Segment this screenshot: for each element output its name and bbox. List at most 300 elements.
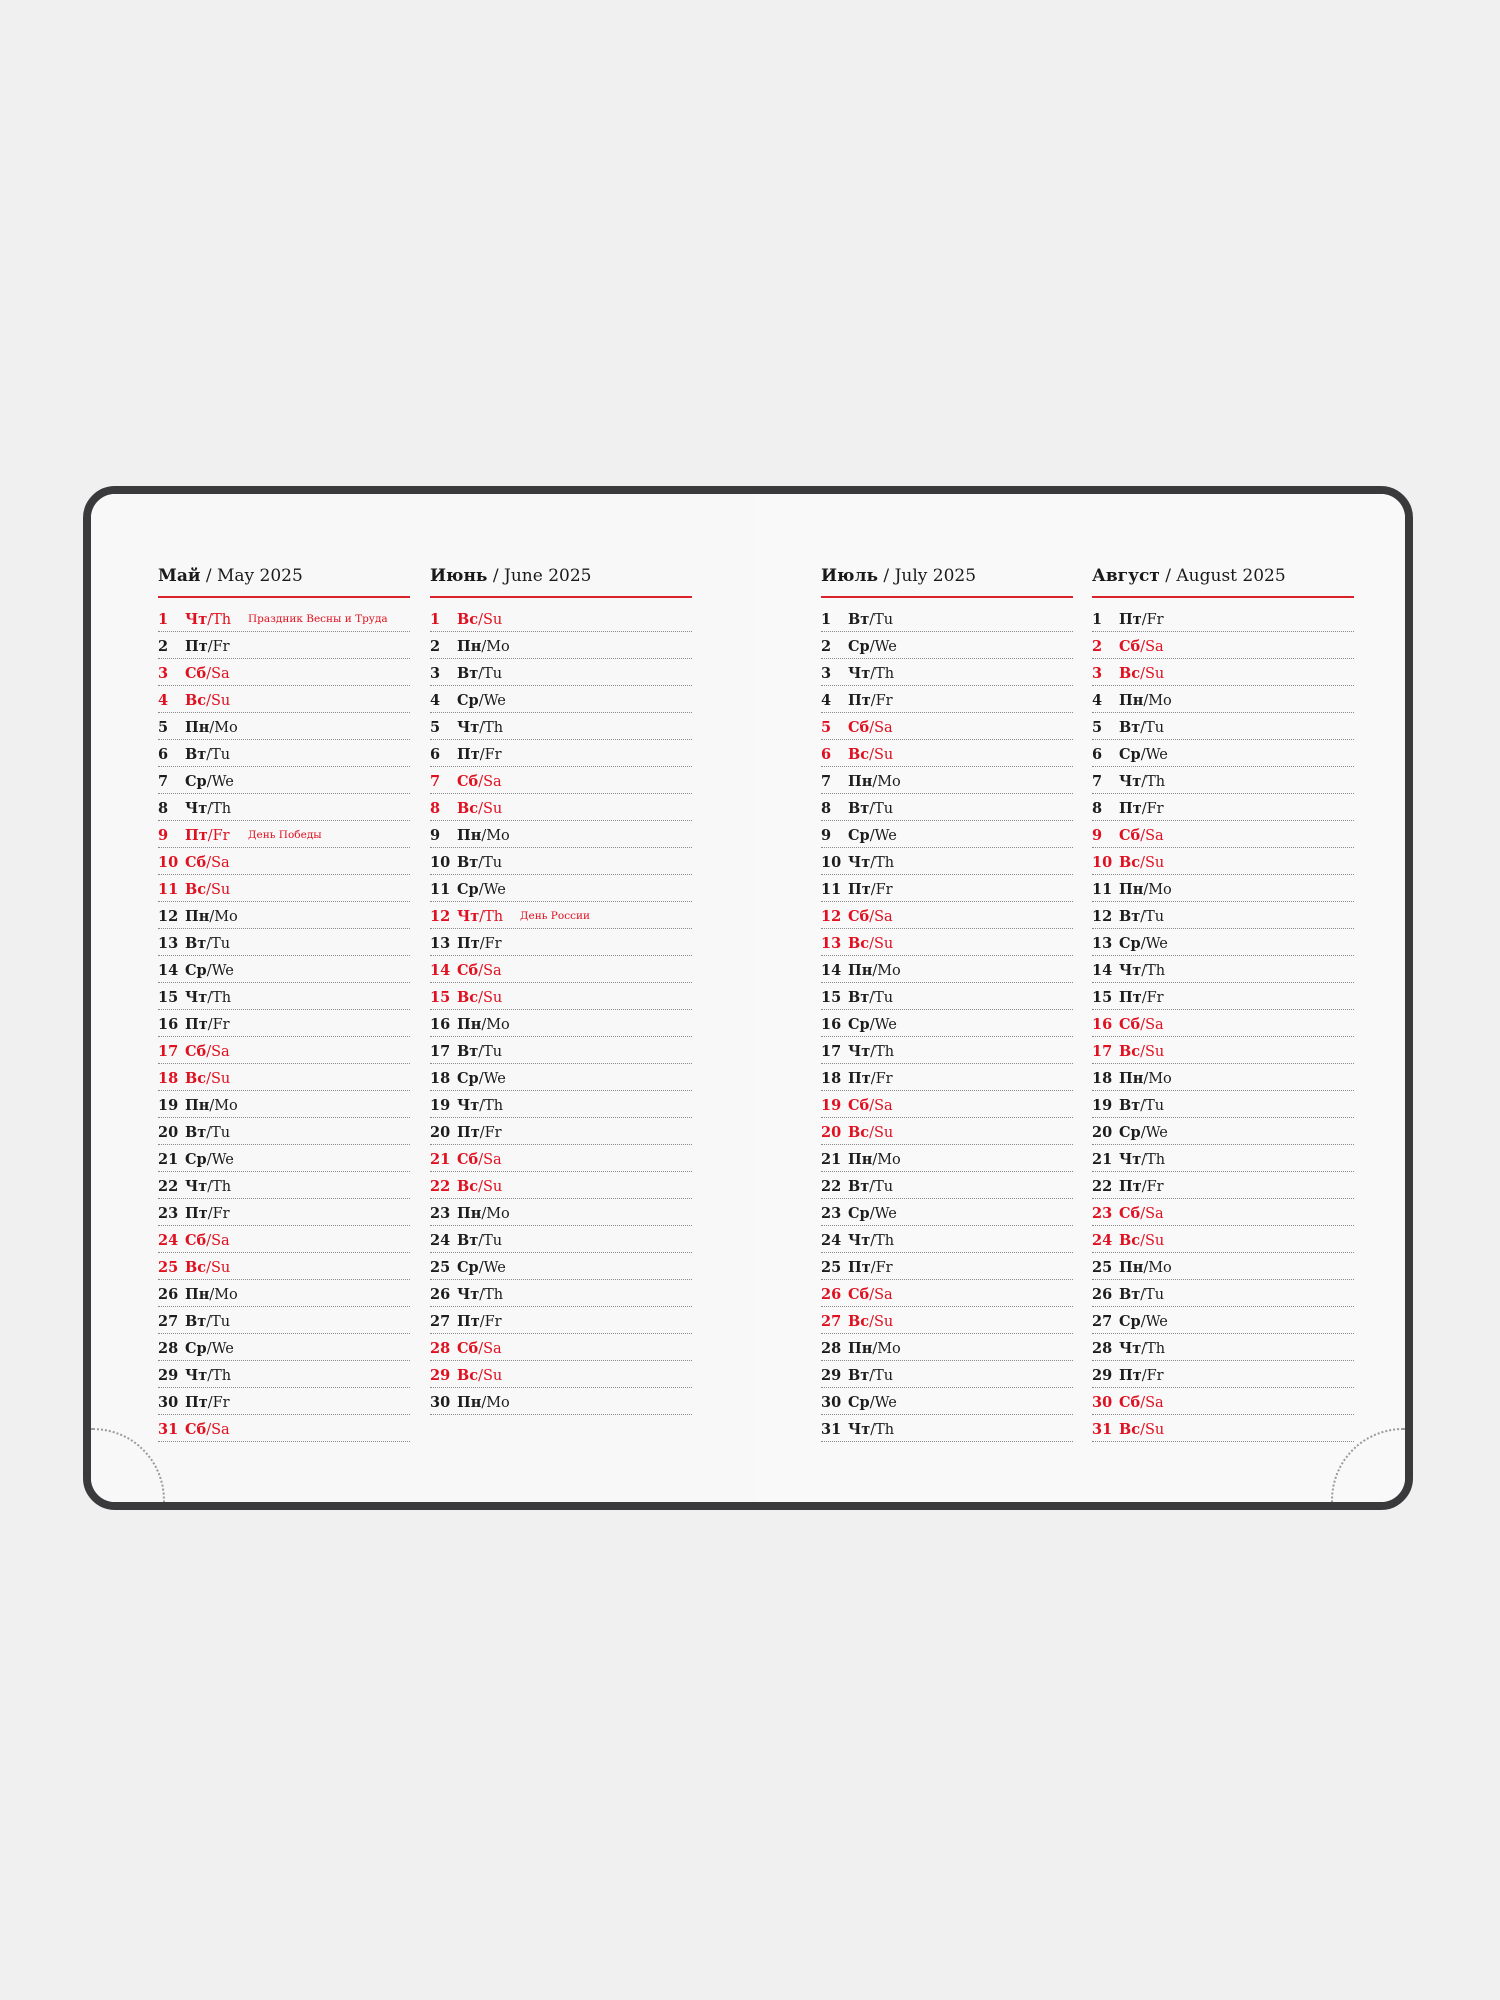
day-row [821, 1415, 1073, 1442]
day-row [1092, 686, 1354, 713]
weekday [848, 1232, 894, 1249]
day-number: 7 [430, 773, 441, 790]
weekday-en: Sa [483, 1341, 502, 1357]
day-row [821, 794, 1073, 821]
weekday-separator: / [479, 747, 485, 763]
weekday [1119, 1259, 1172, 1276]
weekday-en: Mo [486, 1395, 510, 1411]
weekday-separator: / [478, 1179, 483, 1195]
weekday-separator: / [1143, 882, 1149, 898]
weekday-en: Fr [875, 1260, 893, 1276]
weekday-ru: Пн [457, 638, 482, 655]
weekday-separator: / [207, 1206, 213, 1222]
weekday-separator: / [870, 1044, 876, 1060]
weekday-separator: / [1140, 936, 1146, 952]
day-number: 21 [158, 1151, 179, 1168]
weekday-en: Sa [483, 963, 502, 979]
weekday-en: Sa [211, 1422, 230, 1438]
day-number: 6 [158, 746, 169, 763]
weekday-ru: Чт [848, 1232, 871, 1249]
day-number: 9 [821, 827, 832, 844]
weekday-ru: Ср [185, 773, 207, 790]
day-row [1092, 605, 1354, 632]
weekday-ru: Вс [185, 1259, 207, 1276]
weekday-en: Tu [874, 990, 894, 1006]
day-number: 10 [1092, 854, 1113, 871]
weekday-separator: / [206, 963, 212, 979]
weekday [1119, 1367, 1164, 1384]
weekday-ru: Пн [185, 719, 210, 736]
weekday-en: Th [875, 855, 895, 871]
day-row [1092, 821, 1354, 848]
weekday-separator: / [869, 801, 875, 817]
day-number: 26 [1092, 1286, 1113, 1303]
day-row [821, 1037, 1073, 1064]
day-number: 20 [1092, 1124, 1113, 1141]
weekday-separator: / [870, 882, 876, 898]
day-number: 22 [821, 1178, 842, 1195]
weekday [185, 935, 230, 952]
weekday-ru: Пн [1119, 881, 1144, 898]
weekday [185, 1232, 230, 1249]
weekday-separator: / [872, 774, 878, 790]
weekday-separator: / [478, 693, 484, 709]
weekday-separator: / [478, 1233, 484, 1249]
weekday [457, 719, 503, 736]
weekday-ru: Ср [457, 1259, 479, 1276]
weekday [457, 1313, 502, 1330]
weekday-en: Fr [1146, 1179, 1164, 1195]
month-name-ru: Июль [821, 566, 879, 586]
day-row [430, 659, 692, 686]
day-number: 31 [158, 1421, 179, 1438]
weekday [848, 638, 897, 655]
day-row [1092, 1334, 1354, 1361]
weekday [848, 1421, 894, 1438]
day-number: 17 [821, 1043, 842, 1060]
day-row [821, 1010, 1073, 1037]
weekday-en: Mo [486, 639, 510, 655]
day-number: 19 [158, 1097, 179, 1114]
day-row [158, 929, 410, 956]
weekday-separator: / [872, 963, 878, 979]
day-row [821, 929, 1073, 956]
day-number: 9 [1092, 827, 1103, 844]
weekday-ru: Сб [185, 1421, 207, 1438]
weekday [848, 854, 894, 871]
weekday-en: Th [875, 666, 895, 682]
month-title [821, 566, 976, 586]
day-row [430, 605, 692, 632]
weekday-separator: / [479, 936, 485, 952]
weekday-separator: / [869, 1287, 875, 1303]
day-number: 7 [1092, 773, 1103, 790]
weekday-en: Mo [1148, 882, 1172, 898]
weekday-ru: Вт [848, 800, 870, 817]
weekday-en: Th [212, 990, 232, 1006]
day-row [821, 821, 1073, 848]
weekday-separator: / [206, 1071, 211, 1087]
weekday-separator: / [206, 1422, 212, 1438]
weekday-separator: / [1140, 828, 1146, 844]
day-number: 8 [158, 800, 169, 817]
day-row [821, 659, 1073, 686]
weekday [185, 1124, 230, 1141]
day-row [1092, 1037, 1354, 1064]
weekday-ru: Сб [1119, 1016, 1141, 1033]
weekday-en: Th [1146, 1341, 1166, 1357]
weekday-en: Mo [877, 1152, 901, 1168]
weekday [848, 1259, 893, 1276]
weekday-en: Fr [212, 828, 230, 844]
weekday-separator: / [206, 666, 212, 682]
weekday-ru: Ср [457, 881, 479, 898]
day-row [158, 794, 410, 821]
weekday-separator: / [478, 1044, 484, 1060]
day-row [1092, 740, 1354, 767]
weekday-separator: / [1141, 801, 1147, 817]
day-row [430, 713, 692, 740]
weekday-en: Th [484, 720, 504, 736]
day-row [1092, 767, 1354, 794]
weekday-en: Sa [874, 720, 893, 736]
day-row [1092, 1091, 1354, 1118]
day-row [158, 848, 410, 875]
day-number: 2 [158, 638, 169, 655]
weekday-en: We [1145, 1314, 1168, 1330]
day-number: 23 [158, 1205, 179, 1222]
day-number: 24 [821, 1232, 842, 1249]
weekday-separator: / [207, 1179, 213, 1195]
weekday-en: Sa [874, 1098, 893, 1114]
weekday-ru: Сб [1119, 1394, 1141, 1411]
weekday-ru: Вс [1119, 1421, 1141, 1438]
day-number: 13 [821, 935, 842, 952]
day-row [1092, 983, 1354, 1010]
month-name-ru: Август [1092, 566, 1160, 586]
day-number: 25 [430, 1259, 451, 1276]
day-number: 2 [1092, 638, 1103, 655]
day-number: 20 [821, 1124, 842, 1141]
weekday-separator: / [870, 693, 876, 709]
weekday-en: Fr [875, 882, 893, 898]
weekday-separator: / [869, 990, 875, 1006]
weekday-en: Mo [486, 1017, 510, 1033]
weekday-ru: Вт [457, 1232, 479, 1249]
weekday-ru: Чт [848, 665, 871, 682]
weekday [457, 800, 502, 817]
weekday-separator: / [207, 612, 213, 628]
weekday-en: Mo [486, 1206, 510, 1222]
day-number: 28 [158, 1340, 179, 1357]
day-row [430, 1388, 692, 1415]
weekday-separator: / [1141, 1179, 1147, 1195]
weekday [1119, 1394, 1164, 1411]
weekday [1119, 908, 1164, 925]
weekday-separator: / [481, 1017, 487, 1033]
month-header [821, 566, 1073, 598]
weekday-ru: Сб [1119, 638, 1141, 655]
weekday [1119, 800, 1164, 817]
weekday [1119, 881, 1172, 898]
day-row [1092, 848, 1354, 875]
weekday-en: Su [873, 1314, 894, 1330]
weekday-ru: Вт [457, 1043, 479, 1060]
day-row [430, 956, 692, 983]
weekday-separator: / [869, 1314, 874, 1330]
weekday [185, 1043, 230, 1060]
day-number: 14 [158, 962, 179, 979]
weekday-ru: Вт [1119, 1097, 1141, 1114]
weekday-ru: Чт [848, 854, 871, 871]
weekday-ru: Вс [457, 800, 479, 817]
weekday [848, 719, 893, 736]
weekday-ru: Вт [185, 1313, 207, 1330]
weekday [1119, 1232, 1164, 1249]
weekday-separator: / [478, 666, 484, 682]
weekday-en: Sa [1145, 1395, 1164, 1411]
weekday-separator: / [206, 747, 212, 763]
weekday [848, 692, 893, 709]
weekday-ru: Пн [1119, 692, 1144, 709]
day-row [430, 929, 692, 956]
weekday-ru: Вт [457, 854, 479, 871]
weekday [185, 908, 238, 925]
weekday-separator: / [1140, 1422, 1145, 1438]
day-number: 16 [821, 1016, 842, 1033]
day-number: 11 [1092, 881, 1113, 898]
weekday-ru: Пн [848, 773, 873, 790]
weekday-en: Fr [484, 936, 502, 952]
weekday-ru: Чт [848, 1421, 871, 1438]
weekday-separator: / [1140, 1287, 1146, 1303]
weekday [185, 1286, 238, 1303]
weekday-separator: / [870, 1233, 876, 1249]
weekday-ru: Чт [457, 1097, 480, 1114]
day-number: 5 [821, 719, 832, 736]
weekday-separator: / [206, 855, 212, 871]
weekday-separator: / [870, 1071, 876, 1087]
weekday [848, 1043, 894, 1060]
day-number: 25 [158, 1259, 179, 1276]
weekday-ru: Пт [1119, 800, 1142, 817]
day-row [158, 1388, 410, 1415]
weekday [457, 854, 502, 871]
weekday-ru: Ср [1119, 746, 1141, 763]
day-number: 5 [158, 719, 169, 736]
weekday [1119, 611, 1164, 628]
weekday [848, 1016, 897, 1033]
weekday-en: We [1145, 936, 1168, 952]
weekday-ru: Вт [848, 1367, 870, 1384]
month-name-en: July 2025 [894, 566, 977, 586]
weekday-separator: / [209, 1098, 215, 1114]
weekday-ru: Чт [1119, 773, 1142, 790]
day-number: 18 [430, 1070, 451, 1087]
weekday-separator: / [1140, 1017, 1146, 1033]
day-row [430, 1064, 692, 1091]
weekday-separator: / [869, 1368, 875, 1384]
weekday [185, 1151, 234, 1168]
weekday-ru: Вт [848, 1178, 870, 1195]
weekday [848, 665, 894, 682]
day-row [821, 1253, 1073, 1280]
weekday [185, 1313, 230, 1330]
day-row [821, 956, 1073, 983]
weekday [185, 1178, 231, 1195]
weekday-separator: / [479, 1098, 485, 1114]
day-number: 29 [430, 1367, 451, 1384]
day-number: 21 [430, 1151, 451, 1168]
weekday-ru: Ср [848, 1205, 870, 1222]
weekday-en: Mo [1148, 1071, 1172, 1087]
day-row [430, 1334, 692, 1361]
day-list [430, 605, 692, 1415]
day-number: 6 [430, 746, 441, 763]
day-number: 9 [158, 827, 169, 844]
day-row [430, 821, 692, 848]
weekday [457, 1097, 503, 1114]
day-number: 21 [1092, 1151, 1113, 1168]
weekday-ru: Сб [185, 665, 207, 682]
weekday-ru: Вт [1119, 908, 1141, 925]
day-row [1092, 713, 1354, 740]
weekday-ru: Сб [457, 1340, 479, 1357]
weekday-en: Fr [1146, 1368, 1164, 1384]
weekday-en: Th [875, 1044, 895, 1060]
weekday-separator: / [206, 1044, 212, 1060]
day-number: 22 [1092, 1178, 1113, 1195]
weekday [1119, 1124, 1168, 1141]
weekday-ru: Сб [1119, 1205, 1141, 1222]
month-title [158, 566, 303, 586]
weekday-separator: / [478, 1341, 484, 1357]
weekday-en: Su [873, 936, 894, 952]
day-row [430, 1307, 692, 1334]
day-number: 1 [1092, 611, 1103, 628]
weekday-separator: / [478, 801, 483, 817]
weekday [457, 1016, 510, 1033]
weekday [848, 1097, 893, 1114]
weekday [848, 1124, 893, 1141]
day-number: 12 [821, 908, 842, 925]
weekday-ru: Ср [457, 1070, 479, 1087]
weekday-en: Mo [214, 909, 238, 925]
weekday-en: Mo [486, 828, 510, 844]
weekday-separator: / [206, 1125, 212, 1141]
day-row [430, 740, 692, 767]
weekday-separator: / [869, 1125, 874, 1141]
weekday-ru: Вс [848, 935, 870, 952]
weekday-en: We [483, 882, 506, 898]
weekday [1119, 854, 1164, 871]
day-row [158, 1037, 410, 1064]
day-row [158, 983, 410, 1010]
day-number: 18 [821, 1070, 842, 1087]
day-number: 30 [821, 1394, 842, 1411]
weekday-separator: / [1140, 747, 1146, 763]
weekday-en: Fr [212, 639, 230, 655]
day-row [1092, 1280, 1354, 1307]
weekday-en: Su [482, 801, 503, 817]
weekday-separator: / [209, 1287, 215, 1303]
day-list [1092, 605, 1354, 1442]
weekday-ru: Чт [185, 1367, 208, 1384]
day-number: 15 [821, 989, 842, 1006]
day-number: 29 [158, 1367, 179, 1384]
day-row [821, 605, 1073, 632]
weekday-en: Su [482, 612, 503, 628]
day-row [158, 1064, 410, 1091]
weekday-separator: / [869, 1395, 875, 1411]
weekday-en: We [211, 1152, 234, 1168]
month-august [1092, 566, 1354, 1442]
weekday-en: Fr [212, 1017, 230, 1033]
weekday-separator: / [1141, 1341, 1147, 1357]
day-number: 29 [821, 1367, 842, 1384]
day-row [1092, 659, 1354, 686]
weekday [185, 719, 238, 736]
weekday-ru: Чт [185, 611, 208, 628]
weekday-en: Tu [483, 1044, 503, 1060]
day-row [1092, 1010, 1354, 1037]
weekday [457, 1340, 502, 1357]
weekday-ru: Чт [1119, 1151, 1142, 1168]
weekday-en: We [874, 828, 897, 844]
day-row [1092, 1064, 1354, 1091]
weekday [848, 935, 893, 952]
weekday-ru: Вс [848, 746, 870, 763]
day-row [158, 767, 410, 794]
weekday-separator: / [869, 1206, 875, 1222]
weekday-ru: Ср [185, 962, 207, 979]
day-row [1092, 1415, 1354, 1442]
weekday-ru: Ср [457, 692, 479, 709]
weekday [848, 1367, 893, 1384]
weekday-ru: Пт [185, 638, 208, 655]
weekday-separator: / [207, 639, 213, 655]
weekday-separator: / [870, 1422, 876, 1438]
weekday [185, 1016, 230, 1033]
weekday-ru: Пн [457, 1205, 482, 1222]
weekday-separator: / [478, 774, 484, 790]
month-title [430, 566, 591, 586]
weekday-en: Fr [484, 747, 502, 763]
weekday-separator: / [479, 909, 485, 925]
weekday [1119, 638, 1164, 655]
day-row [158, 1226, 410, 1253]
weekday-en: We [1145, 1125, 1168, 1141]
weekday [1119, 719, 1164, 736]
weekday-en: Mo [877, 963, 901, 979]
day-number: 4 [158, 692, 169, 709]
weekday [185, 1421, 230, 1438]
weekday [1119, 1070, 1172, 1087]
weekday [848, 1286, 893, 1303]
weekday [1119, 665, 1164, 682]
weekday-separator: / [209, 720, 215, 736]
day-number: 8 [821, 800, 832, 817]
weekday-separator: / [869, 1017, 875, 1033]
weekday-separator: / [207, 1395, 213, 1411]
month-separator: / [1159, 566, 1177, 586]
day-number: 3 [430, 665, 441, 682]
day-number: 20 [158, 1124, 179, 1141]
weekday [848, 1340, 901, 1357]
weekday [1119, 1097, 1164, 1114]
weekday-separator: / [1140, 720, 1146, 736]
day-number: 3 [821, 665, 832, 682]
